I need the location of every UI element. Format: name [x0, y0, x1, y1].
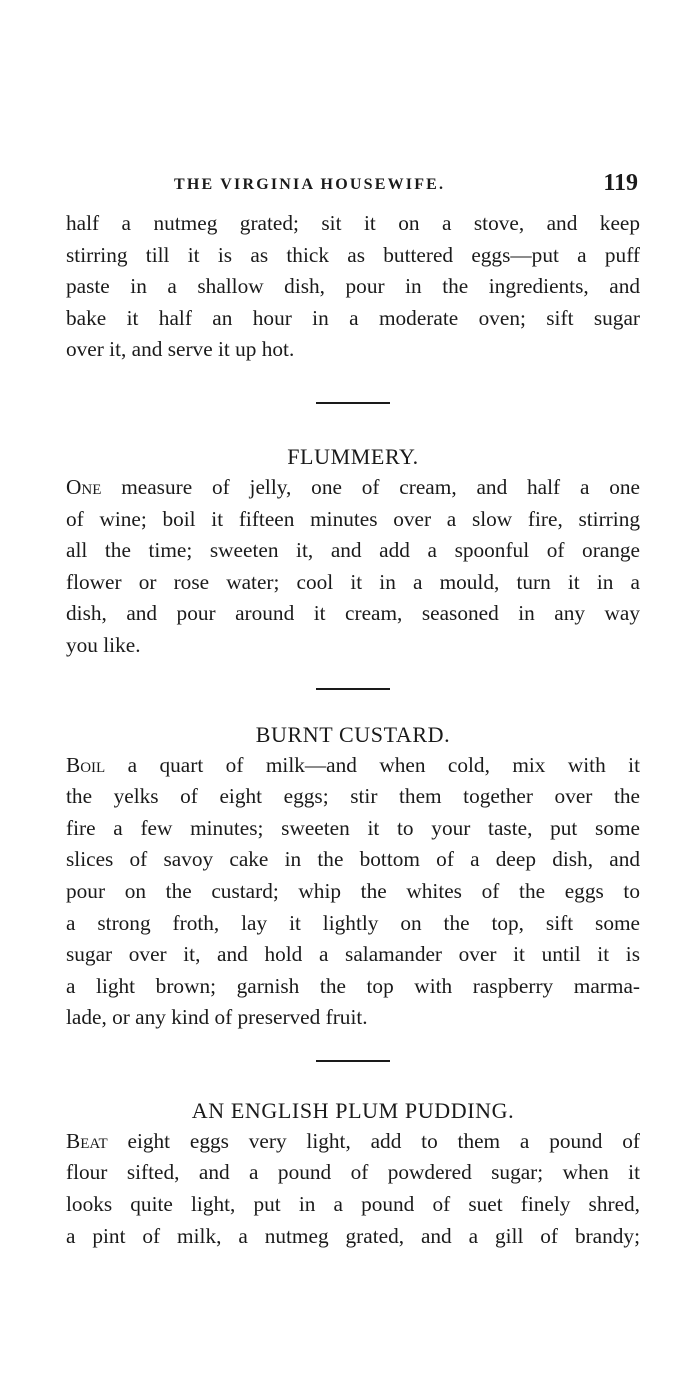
- text-line: a strong froth, lay it lightly on the top, sift some: [66, 910, 640, 935]
- text-line: paste in a shallow dish, pour in the ingredients, and: [66, 274, 640, 299]
- text-line: over it, and serve it up hot.: [66, 337, 295, 362]
- intro-paragraph: [66, 208, 640, 366]
- lead-word: Boil: [66, 752, 106, 777]
- page-number: 119: [603, 170, 638, 196]
- text-line: looks quite light, put in a pound of suet finely shred,: [66, 1192, 640, 1217]
- recipe-heading-flummery: FLUMMERY.: [287, 443, 419, 469]
- recipe-paragraph-burnt-custard: [66, 750, 640, 1034]
- text-line: a pint of milk, a nutmeg grated, and a gill of brandy;: [66, 1223, 640, 1248]
- section-divider: [316, 688, 390, 690]
- text-line: pour on the custard; whip the whites of the eggs to: [66, 878, 640, 903]
- recipe-paragraph-flummery: [66, 472, 640, 662]
- text-line: flour sifted, and a pound of powdered sugar; when it: [66, 1160, 640, 1185]
- text-line: sugar over it, and hold a salamander over it until it is: [66, 942, 640, 967]
- section-divider: [316, 1060, 390, 1062]
- book-page: [66, 168, 640, 1252]
- text-line: dish, and pour around it cream, seasoned in any way: [66, 601, 640, 626]
- text-line: a light brown; garnish the top with raspberry marma-: [66, 973, 640, 998]
- text-line: stirring till it is as thick as buttered eggs—put a puff: [66, 242, 640, 267]
- recipe-heading-burnt-custard: BURNT CUSTARD.: [255, 721, 451, 747]
- text-line: [66, 472, 640, 504]
- running-title: THE VIRGINIA HOUSEWIFE.: [174, 176, 446, 193]
- text-line: you like.: [66, 632, 141, 657]
- text-line: [66, 1126, 640, 1158]
- text-line: lade, or any kind of preserved fruit.: [66, 1005, 368, 1030]
- text-line: fire a few minutes; sweeten it to your taste, put some: [66, 815, 640, 840]
- lead-word: One: [66, 474, 102, 499]
- recipe-paragraph-english-plum-pudding: [66, 1126, 640, 1252]
- text-line: [66, 750, 640, 782]
- text-line: slices of savoy cake in the bottom of a deep dish, and: [66, 847, 640, 872]
- first-line-text: measure of jelly, one of cream, and half a one: [101, 474, 640, 499]
- text-line: half a nutmeg grated; sit it on a stove, and keep: [66, 211, 640, 235]
- running-header: [66, 168, 640, 208]
- text-line: flower or rose water; cool it in a mould, turn it in a: [66, 569, 640, 594]
- text-line: the yelks of eight eggs; stir them together over the: [66, 784, 640, 809]
- lead-word: Beat: [66, 1128, 108, 1153]
- first-line-text: eight eggs very light, add to them a pound of: [107, 1128, 640, 1153]
- text-line: bake it half an hour in a moderate oven; sift sugar: [66, 305, 640, 330]
- text-line: of wine; boil it fifteen minutes over a slow fire, stirring: [66, 506, 640, 531]
- first-line-text: a quart of milk—and when cold, mix with it: [105, 752, 640, 777]
- recipe-heading-english-plum-pudding: AN ENGLISH PLUM PUDDING.: [191, 1097, 515, 1123]
- text-line: all the time; sweeten it, and add a spoonful of orange: [66, 538, 640, 563]
- section-divider: [316, 402, 390, 404]
